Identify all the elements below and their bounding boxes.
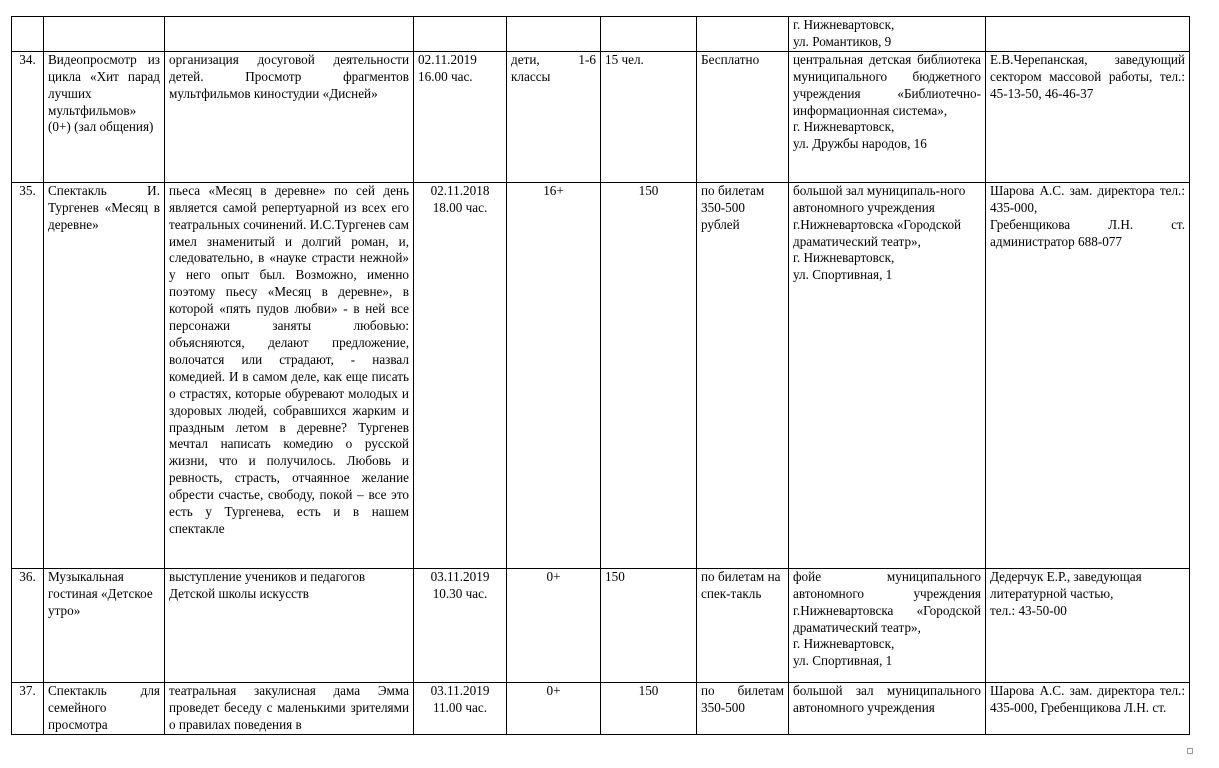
contact-cell xyxy=(986,182,1190,568)
event-date: 02.11.2018 xyxy=(430,182,490,198)
place-name: фойе муниципального автономного учреждения г.Нижневартовска «Городской драматический театр», xyxy=(793,568,981,635)
audience-cell: 0+ xyxy=(507,682,601,734)
audience-cell xyxy=(507,17,601,52)
event-date-cell xyxy=(414,568,507,682)
row-number-cell xyxy=(12,17,44,52)
row-number-cell: 35. xyxy=(12,182,44,568)
event-date-cell xyxy=(414,682,507,734)
place-cell xyxy=(789,17,986,52)
event-name-cell xyxy=(44,17,165,52)
price-cell: Бесплатно xyxy=(697,51,789,182)
event-description-cell xyxy=(165,17,414,52)
event-date-cell xyxy=(414,51,507,182)
place-street: ул. Романтиков, 9 xyxy=(793,33,892,49)
event-name-cell: Музыкальная гостиная «Детское утро» xyxy=(44,568,165,682)
place-city: г. Нижневартовск, xyxy=(793,17,895,32)
event-date-cell xyxy=(414,182,507,568)
row-number-cell: 34. xyxy=(12,51,44,182)
price-cell: по билетам на спек-такль xyxy=(697,568,789,682)
event-date: 02.11.2019 xyxy=(418,51,477,67)
event-time: 11.00 час. xyxy=(432,699,488,715)
table-row xyxy=(12,182,1190,568)
place-name: центральная детская библиотека муниципального бюджетного учреждения «Библиотечно-информационная система», xyxy=(793,51,981,118)
count-cell: 150 xyxy=(601,182,697,568)
event-description-cell: выступление учеников и педагогов Детской школы искусств xyxy=(165,568,414,682)
audience-cell: 0+ xyxy=(507,568,601,682)
event-date: 03.11.2019 xyxy=(430,568,490,584)
price-cell: по билетам 350-500 рублей xyxy=(697,182,789,568)
place-cell xyxy=(789,568,986,682)
place-cell xyxy=(789,182,986,568)
contact-cell: Шарова А.С. зам. директора тел.: 435-000, Гребенщикова Л.Н. ст. xyxy=(986,682,1190,734)
table-end-marker xyxy=(1187,748,1193,754)
audience-cell: дети, 1-6 классы xyxy=(507,51,601,182)
contact-line: Шарова А.С. зам. директора тел.: 435-000, xyxy=(990,182,1185,215)
event-name-cell: Спектакль для семейного просмотра xyxy=(44,682,165,734)
place-city: г. Нижневартовск, xyxy=(793,119,895,135)
place-city: г. Нижневартовск, xyxy=(793,636,895,652)
table-row xyxy=(12,17,1190,52)
event-description-cell: театральная закулисная дама Эмма проведет беседу с маленькими зрителями о правилах поведения в xyxy=(165,682,414,734)
contact-line: тел.: 43-50-00 xyxy=(990,602,1067,618)
event-name-cell: Спектакль И. Тургенев «Месяц в деревне» xyxy=(44,182,165,568)
event-time: 10.30 час. xyxy=(432,585,488,601)
contact-line: Гребенщикова Л.Н. ст. администратор 688-077 xyxy=(990,216,1185,249)
table-row xyxy=(12,568,1190,682)
count-cell: 150 xyxy=(601,682,697,734)
event-name-cell: Видеопросмотр из цикла «Хит парад лучших мультфильмов» (0+) (зал общения) xyxy=(44,51,165,182)
contact-cell xyxy=(986,568,1190,682)
event-time: 18.00 час. xyxy=(432,199,488,215)
event-date: 03.11.2019 xyxy=(430,682,490,698)
place-cell xyxy=(789,51,986,182)
place-cell: большой зал муниципального автономного учреждения xyxy=(789,682,986,734)
contact-cell: Е.В.Черепанская, заведующий сектором массовой работы, тел.: 45-13-50, 46-46-37 xyxy=(986,51,1190,182)
place-name: большой зал муниципаль-ного автономного учреждения г.Нижневартовска «Городской драматический театр», xyxy=(793,182,966,249)
event-description-cell: пьеса «Месяц в деревне» по сей день является самой репертуарной из всех его театральных сочинений. И.С.Тургенев сам имел знаменитый и долгий роман, и, следовательно, в «науке страсти нежной» у него опыт был. Возможно, именно поэтому пьесу «Месяц в деревне», в которой «пять пудов любви» - в ней все персонажи заняты любовью: объясняются, делают предложение, волочатся или страдают, - назвал комедией. И в самом деле, как еще писать о страстях, которые обуревают молодых и здоровых людей, собравшихся жарким и праздным летом в деревне? Тургенев мечтал написать комедию о русской жизни, что и получилось. Любовь и ревность, страсть, отчаянное желание обрести счастье, свободу, покой – все это есть у Тургенева, есть и в нашем спектакле xyxy=(165,182,414,568)
contact-cell xyxy=(986,17,1190,52)
place-city: г. Нижневартовск, xyxy=(793,250,895,266)
event-date-cell xyxy=(414,17,507,52)
event-time: 16.00 час. xyxy=(418,68,473,84)
count-cell xyxy=(601,17,697,52)
contact-line: Дедерчук Е.Р., заведующая литературной частью, xyxy=(990,568,1142,601)
events-table xyxy=(11,16,1190,735)
audience-cell: 16+ xyxy=(507,182,601,568)
count-cell: 150 xyxy=(601,568,697,682)
place-street: ул. Дружбы народов, 16 xyxy=(793,136,927,152)
row-number-cell: 37. xyxy=(12,682,44,734)
event-description-cell: организация досуговой деятельности детей. Просмотр фрагментов мультфильмов киностудии «Дисней» xyxy=(165,51,414,182)
price-cell: по билетам 350-500 xyxy=(697,682,789,734)
place-street: ул. Спортивная, 1 xyxy=(793,267,893,283)
table-row xyxy=(12,682,1190,734)
table-row xyxy=(12,51,1190,182)
row-number-cell: 36. xyxy=(12,568,44,682)
place-street: ул. Спортивная, 1 xyxy=(793,653,893,669)
price-cell xyxy=(697,17,789,52)
count-cell: 15 чел. xyxy=(601,51,697,182)
